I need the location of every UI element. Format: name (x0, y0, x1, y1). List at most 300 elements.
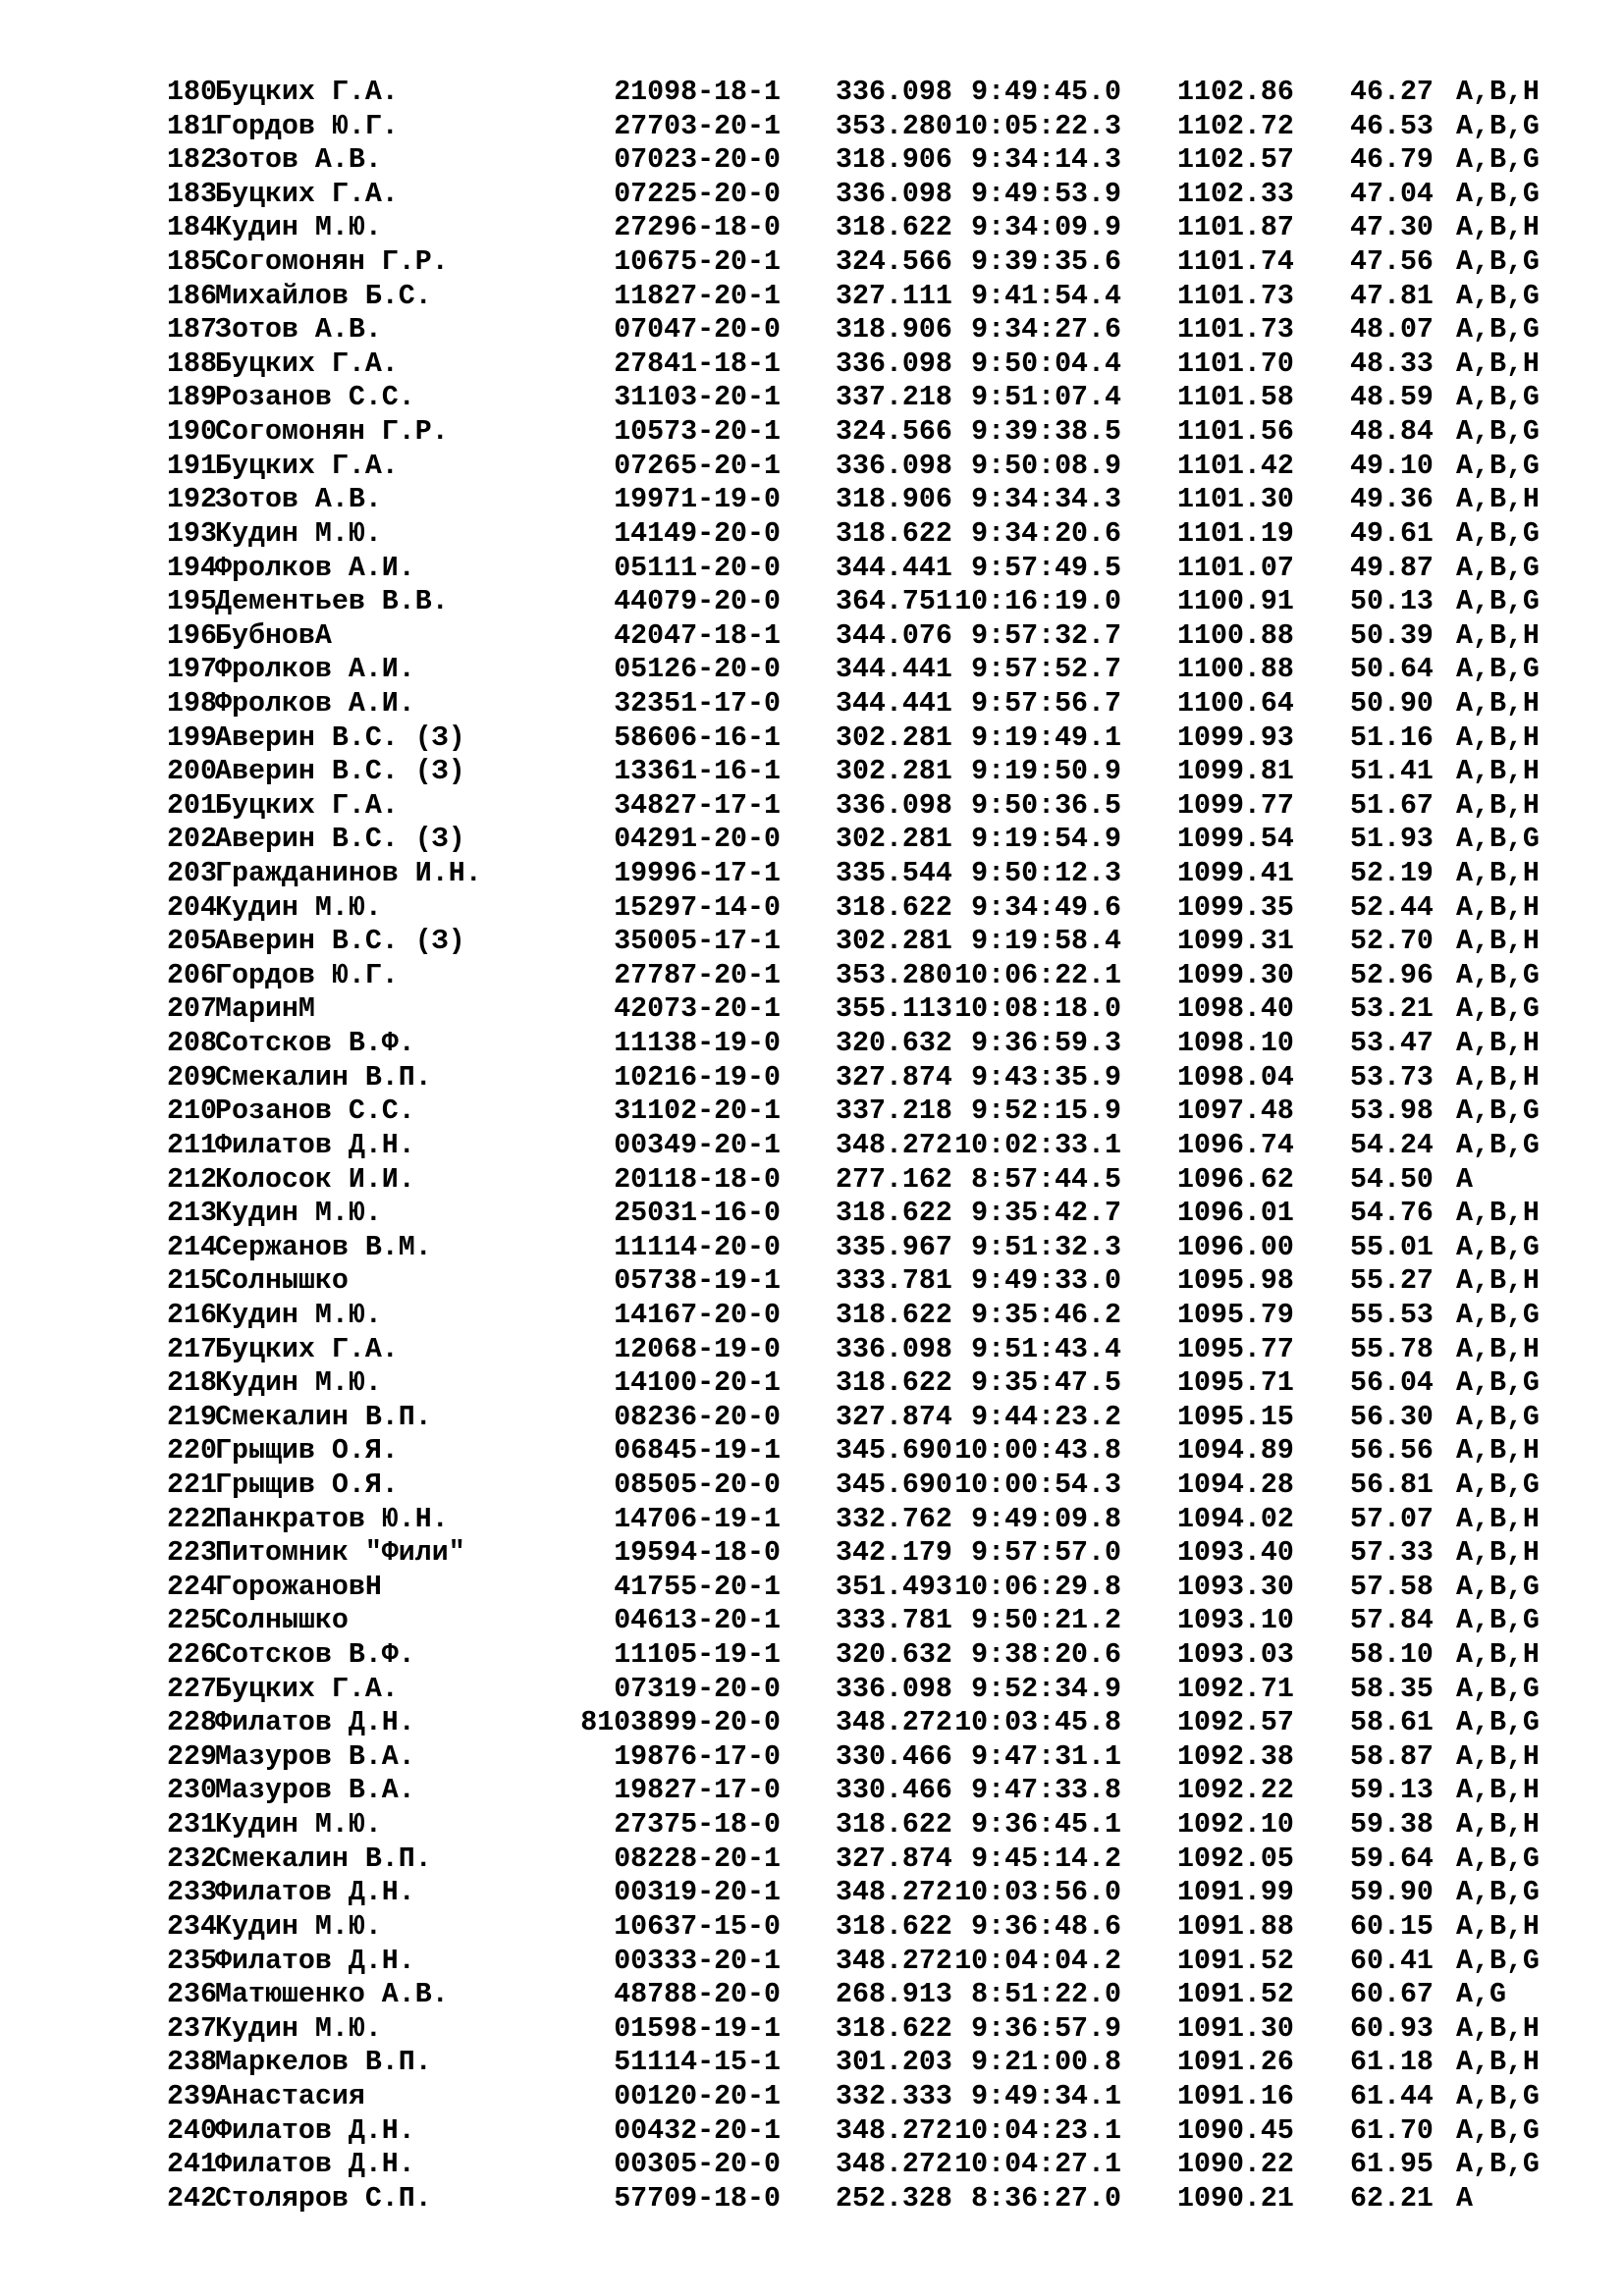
points: 46.79 (1350, 144, 1434, 177)
ring-number: 31103-20-1 (614, 382, 781, 414)
fancier-name: Буцких Г.А. (215, 77, 399, 108)
arrival-time: 9:34:27.6 (971, 314, 1121, 347)
result-row (0, 925, 1624, 959)
arrival-time: 9:51:43.4 (971, 1333, 1121, 1365)
points: 61.95 (1350, 2149, 1434, 2181)
distance: 348.272 (836, 2114, 952, 2147)
place-number: 220 (167, 1435, 217, 1468)
ring-number: 41755-20-1 (614, 1571, 781, 1603)
arrival-time: 9:34:09.9 (971, 212, 1121, 244)
points: 57.07 (1350, 1503, 1434, 1535)
result-row (0, 1129, 1624, 1163)
speed: 1094.02 (1177, 1503, 1294, 1535)
place-number: 211 (167, 1129, 217, 1161)
fancier-name: Питомник "Фили" (215, 1537, 465, 1570)
classes: A,B,G (1456, 110, 1540, 142)
place-number: 182 (167, 144, 217, 177)
distance: 336.098 (836, 1673, 952, 1705)
fancier-name: Филатов Д.Н. (215, 2149, 415, 2181)
speed: 1092.71 (1177, 1673, 1294, 1705)
fancier-name: Буцких Г.А. (215, 789, 399, 822)
fancier-name: Гордов Ю.Г. (215, 110, 399, 142)
speed: 1090.45 (1177, 2114, 1294, 2147)
speed: 1091.26 (1177, 2047, 1294, 2079)
classes: A,B,H (1456, 2047, 1540, 2079)
result-row (0, 2114, 1624, 2149)
classes: A,B,H (1456, 1775, 1540, 1807)
fancier-name: Буцких Г.А. (215, 347, 399, 380)
classes: A,B,H (1456, 2012, 1540, 2045)
fancier-name: Кудин М.Ю. (215, 1809, 382, 1842)
arrival-time: 9:36:45.1 (971, 1809, 1121, 1842)
speed: 1092.10 (1177, 1809, 1294, 1842)
speed: 1101.07 (1177, 552, 1294, 584)
place-number: 217 (167, 1333, 217, 1365)
place-number: 219 (167, 1401, 217, 1433)
points: 47.56 (1350, 246, 1434, 279)
place-number: 229 (167, 1740, 217, 1773)
place-number: 196 (167, 619, 217, 652)
result-row (0, 110, 1624, 144)
speed: 1091.30 (1177, 2012, 1294, 2045)
speed: 1101.56 (1177, 416, 1294, 449)
arrival-time: 10:04:23.1 (954, 2114, 1121, 2147)
points: 48.84 (1350, 416, 1434, 449)
result-row (0, 1366, 1624, 1401)
place-number: 200 (167, 756, 217, 788)
fancier-name: Зотов А.В. (215, 314, 382, 347)
distance: 351.493 (836, 1571, 952, 1603)
results-table (0, 76, 1624, 2216)
fancier-name: Филатов Д.Н. (215, 1877, 415, 1909)
result-row (0, 1434, 1624, 1468)
fancier-name: Дементьев В.В. (215, 586, 449, 618)
result-row (0, 653, 1624, 687)
result-row (0, 1197, 1624, 1231)
fancier-name: Буцких Г.А. (215, 1333, 399, 1365)
arrival-time: 9:36:59.3 (971, 1028, 1121, 1060)
points: 51.67 (1350, 789, 1434, 822)
points: 50.39 (1350, 619, 1434, 652)
arrival-time: 10:03:45.8 (954, 1707, 1121, 1739)
classes: A,B,H (1456, 1537, 1540, 1570)
ring-number: 07225-20-0 (614, 178, 781, 210)
place-number: 218 (167, 1367, 217, 1400)
result-row (0, 76, 1624, 110)
fancier-name: Мазуров В.А. (215, 1775, 415, 1807)
result-row (0, 1299, 1624, 1333)
distance: 318.622 (836, 1809, 952, 1842)
arrival-time: 9:49:34.1 (971, 2080, 1121, 2112)
result-row (0, 2046, 1624, 2080)
speed: 1096.62 (1177, 1163, 1294, 1196)
points: 61.70 (1350, 2114, 1434, 2147)
distance: 335.544 (836, 858, 952, 890)
distance: 332.762 (836, 1503, 952, 1535)
arrival-time: 9:47:33.8 (971, 1775, 1121, 1807)
fancier-name: Зотов А.В. (215, 144, 382, 177)
place-number: 225 (167, 1605, 217, 1637)
speed: 1101.73 (1177, 314, 1294, 347)
points: 47.30 (1350, 212, 1434, 244)
fancier-name: Грыщив О.Я. (215, 1435, 399, 1468)
points: 61.18 (1350, 2047, 1434, 2079)
result-row (0, 1808, 1624, 1842)
fancier-name: Михайлов Б.С. (215, 280, 432, 312)
place-number: 235 (167, 1945, 217, 1977)
fancier-name: Розанов С.С. (215, 382, 415, 414)
fancier-name: Аверин В.С. (З) (215, 926, 465, 958)
result-row (0, 1978, 1624, 2012)
result-row (0, 313, 1624, 347)
result-row (0, 1910, 1624, 1945)
classes: A,B,G (1456, 280, 1540, 312)
distance: 302.281 (836, 721, 952, 754)
ring-number: 08236-20-0 (614, 1401, 781, 1433)
classes: A (1456, 2182, 1473, 2215)
classes: A,B,G (1456, 144, 1540, 177)
points: 51.93 (1350, 824, 1434, 856)
arrival-time: 9:57:52.7 (971, 654, 1121, 686)
arrival-time: 9:50:08.9 (971, 450, 1121, 482)
result-row (0, 1468, 1624, 1503)
ring-number: 00333-20-1 (614, 1945, 781, 1977)
arrival-time: 10:00:43.8 (954, 1435, 1121, 1468)
ring-number: 11827-20-1 (614, 280, 781, 312)
fancier-name: Колосок И.И. (215, 1163, 415, 1196)
speed: 1091.52 (1177, 1945, 1294, 1977)
place-number: 198 (167, 687, 217, 720)
points: 50.90 (1350, 687, 1434, 720)
points: 56.30 (1350, 1401, 1434, 1433)
points: 53.73 (1350, 1061, 1434, 1094)
points: 52.96 (1350, 959, 1434, 991)
result-row (0, 1333, 1624, 1367)
classes: A,B,G (1456, 246, 1540, 279)
distance: 318.906 (836, 484, 952, 516)
fancier-name: Кудин М.Ю. (215, 1367, 382, 1400)
speed: 1098.04 (1177, 1061, 1294, 1094)
ring-number: 27841-18-1 (614, 347, 781, 380)
fancier-name: Солнышко (215, 1605, 349, 1637)
ring-number: 14149-20-0 (614, 517, 781, 550)
arrival-time: 9:44:23.2 (971, 1401, 1121, 1433)
classes: A,B,G (1456, 416, 1540, 449)
ring-number: 19827-17-0 (614, 1775, 781, 1807)
classes: A,B,G (1456, 2080, 1540, 2112)
points: 56.04 (1350, 1367, 1434, 1400)
place-number: 233 (167, 1877, 217, 1909)
place-number: 224 (167, 1571, 217, 1603)
classes: A,B,G (1456, 1707, 1540, 1739)
ring-number: 04613-20-1 (614, 1605, 781, 1637)
place-number: 207 (167, 993, 217, 1026)
place-number: 181 (167, 110, 217, 142)
arrival-time: 9:35:47.5 (971, 1367, 1121, 1400)
points: 49.36 (1350, 484, 1434, 516)
place-number: 187 (167, 314, 217, 347)
fancier-name: Кудин М.Ю. (215, 891, 382, 924)
points: 59.90 (1350, 1877, 1434, 1909)
distance: 342.179 (836, 1537, 952, 1570)
fancier-name: МаринМ (215, 993, 315, 1026)
ring-number: 25031-16-0 (614, 1198, 781, 1230)
speed: 1096.01 (1177, 1198, 1294, 1230)
speed: 1091.16 (1177, 2080, 1294, 2112)
points: 56.81 (1350, 1468, 1434, 1501)
fancier-name: Согомонян Г.Р. (215, 416, 449, 449)
result-row (0, 1231, 1624, 1265)
distance: 345.690 (836, 1435, 952, 1468)
fancier-name: Смекалин В.П. (215, 1842, 432, 1875)
speed: 1101.19 (1177, 517, 1294, 550)
fancier-name: Маркелов В.П. (215, 2047, 432, 2079)
fancier-name: Анастасия (215, 2080, 365, 2112)
distance: 344.441 (836, 687, 952, 720)
classes: A,B,G (1456, 1945, 1540, 1977)
points: 55.78 (1350, 1333, 1434, 1365)
arrival-time: 10:08:18.0 (954, 993, 1121, 1026)
speed: 1099.54 (1177, 824, 1294, 856)
place-number: 201 (167, 789, 217, 822)
speed: 1100.64 (1177, 687, 1294, 720)
distance: 335.967 (836, 1231, 952, 1263)
arrival-time: 9:47:31.1 (971, 1740, 1121, 1773)
ring-number: 14100-20-1 (614, 1367, 781, 1400)
speed: 1101.58 (1177, 382, 1294, 414)
points: 54.76 (1350, 1198, 1434, 1230)
place-number: 185 (167, 246, 217, 279)
classes: A,B,G (1456, 1605, 1540, 1637)
points: 53.47 (1350, 1028, 1434, 1060)
points: 50.13 (1350, 586, 1434, 618)
points: 54.50 (1350, 1163, 1434, 1196)
speed: 1090.21 (1177, 2182, 1294, 2215)
place-number: 206 (167, 959, 217, 991)
classes: A,B,G (1456, 2149, 1540, 2181)
distance: 320.632 (836, 1639, 952, 1672)
arrival-time: 9:21:00.8 (971, 2047, 1121, 2079)
points: 58.35 (1350, 1673, 1434, 1705)
fancier-name: Гражданинов И.Н. (215, 858, 482, 890)
fancier-name: Филатов Д.Н. (215, 1707, 415, 1739)
arrival-time: 9:52:34.9 (971, 1673, 1121, 1705)
result-row (0, 959, 1624, 993)
arrival-time: 9:51:07.4 (971, 382, 1121, 414)
place-number: 216 (167, 1299, 217, 1331)
place-number: 208 (167, 1028, 217, 1060)
classes: A,B,G (1456, 1095, 1540, 1128)
classes: A,B,G (1456, 517, 1540, 550)
distance: 348.272 (836, 1945, 952, 1977)
place-number: 190 (167, 416, 217, 449)
classes: A,B,G (1456, 1842, 1540, 1875)
fancier-name: Фролков А.И. (215, 654, 415, 686)
distance: 336.098 (836, 1333, 952, 1365)
points: 57.33 (1350, 1537, 1434, 1570)
arrival-time: 10:03:56.0 (954, 1877, 1121, 1909)
arrival-time: 9:34:34.3 (971, 484, 1121, 516)
arrival-time: 9:50:21.2 (971, 1605, 1121, 1637)
classes: A,B,H (1456, 1503, 1540, 1535)
points: 52.19 (1350, 858, 1434, 890)
fancier-name: Аверин В.С. (З) (215, 824, 465, 856)
fancier-name: Филатов Д.Н. (215, 1945, 415, 1977)
arrival-time: 10:02:33.1 (954, 1129, 1121, 1161)
classes: A,B,H (1456, 1740, 1540, 1773)
arrival-time: 9:49:09.8 (971, 1503, 1121, 1535)
ring-number: 10573-20-1 (614, 416, 781, 449)
speed: 1101.74 (1177, 246, 1294, 279)
points: 60.41 (1350, 1945, 1434, 1977)
fancier-name: Кудин М.Ю. (215, 1198, 382, 1230)
distance: 318.622 (836, 1367, 952, 1400)
fancier-name: Филатов Д.Н. (215, 2114, 415, 2147)
ring-number: 21098-18-1 (614, 77, 781, 108)
distance: 336.098 (836, 178, 952, 210)
speed: 1090.22 (1177, 2149, 1294, 2181)
result-row (0, 1740, 1624, 1775)
ring-number: 11138-19-0 (614, 1028, 781, 1060)
result-row (0, 1095, 1624, 1129)
distance: 330.466 (836, 1740, 952, 1773)
points: 51.41 (1350, 756, 1434, 788)
arrival-time: 9:49:53.9 (971, 178, 1121, 210)
distance: 348.272 (836, 1129, 952, 1161)
distance: 337.218 (836, 1095, 952, 1128)
fancier-name: Фролков А.И. (215, 687, 415, 720)
points: 46.27 (1350, 77, 1434, 108)
speed: 1100.91 (1177, 586, 1294, 618)
arrival-time: 9:57:56.7 (971, 687, 1121, 720)
speed: 1093.03 (1177, 1639, 1294, 1672)
result-row (0, 687, 1624, 721)
distance: 318.622 (836, 517, 952, 550)
ring-number: 57709-18-0 (614, 2182, 781, 2215)
ring-number: 19971-19-0 (614, 484, 781, 516)
speed: 1096.74 (1177, 1129, 1294, 1161)
classes: A,B,G (1456, 654, 1540, 686)
result-row (0, 721, 1624, 756)
points: 55.27 (1350, 1265, 1434, 1298)
points: 52.70 (1350, 926, 1434, 958)
speed: 1101.70 (1177, 347, 1294, 380)
ring-number: 8103899-20-0 (580, 1707, 781, 1739)
place-number: 232 (167, 1842, 217, 1875)
speed: 1100.88 (1177, 654, 1294, 686)
arrival-time: 9:50:36.5 (971, 789, 1121, 822)
distance: 348.272 (836, 2149, 952, 2181)
arrival-time: 9:50:04.4 (971, 347, 1121, 380)
ring-number: 15297-14-0 (614, 891, 781, 924)
fancier-name: Кудин М.Ю. (215, 212, 382, 244)
fancier-name: Сотсков В.Ф. (215, 1028, 415, 1060)
result-row (0, 2080, 1624, 2114)
speed: 1101.87 (1177, 212, 1294, 244)
result-row (0, 211, 1624, 245)
distance: 336.098 (836, 450, 952, 482)
arrival-time: 8:51:22.0 (971, 1979, 1121, 2011)
speed: 1095.71 (1177, 1367, 1294, 1400)
speed: 1091.52 (1177, 1979, 1294, 2011)
distance: 252.328 (836, 2182, 952, 2215)
classes: A,B,G (1456, 824, 1540, 856)
result-row (0, 789, 1624, 824)
points: 47.04 (1350, 178, 1434, 210)
place-number: 183 (167, 178, 217, 210)
speed: 1102.86 (1177, 77, 1294, 108)
arrival-time: 8:36:27.0 (971, 2182, 1121, 2215)
distance: 327.874 (836, 1842, 952, 1875)
points: 48.59 (1350, 382, 1434, 414)
place-number: 184 (167, 212, 217, 244)
classes: A,B,G (1456, 178, 1540, 210)
result-row (0, 245, 1624, 280)
speed: 1100.88 (1177, 619, 1294, 652)
fancier-name: Столяров С.П. (215, 2182, 432, 2215)
arrival-time: 9:34:20.6 (971, 517, 1121, 550)
arrival-time: 9:45:14.2 (971, 1842, 1121, 1875)
speed: 1094.28 (1177, 1468, 1294, 1501)
place-number: 234 (167, 1910, 217, 1943)
ring-number: 51114-15-1 (614, 2047, 781, 2079)
arrival-time: 10:05:22.3 (954, 110, 1121, 142)
arrival-time: 9:57:32.7 (971, 619, 1121, 652)
ring-number: 58606-16-1 (614, 721, 781, 754)
speed: 1092.57 (1177, 1707, 1294, 1739)
place-number: 203 (167, 858, 217, 890)
classes: A,B,G (1456, 1299, 1540, 1331)
ring-number: 05738-19-1 (614, 1265, 781, 1298)
ring-number: 07047-20-0 (614, 314, 781, 347)
result-row (0, 1571, 1624, 1605)
speed: 1093.10 (1177, 1605, 1294, 1637)
distance: 318.906 (836, 144, 952, 177)
points: 51.16 (1350, 721, 1434, 754)
ring-number: 08505-20-0 (614, 1468, 781, 1501)
points: 58.87 (1350, 1740, 1434, 1773)
arrival-time: 9:35:46.2 (971, 1299, 1121, 1331)
result-row (0, 2182, 1624, 2216)
speed: 1098.10 (1177, 1028, 1294, 1060)
fancier-name: Буцких Г.А. (215, 450, 399, 482)
ring-number: 34827-17-1 (614, 789, 781, 822)
result-row (0, 1774, 1624, 1808)
speed: 1091.99 (1177, 1877, 1294, 1909)
distance: 344.441 (836, 654, 952, 686)
distance: 344.076 (836, 619, 952, 652)
arrival-time: 9:57:57.0 (971, 1537, 1121, 1570)
distance: 348.272 (836, 1707, 952, 1739)
speed: 1099.41 (1177, 858, 1294, 890)
distance: 324.566 (836, 246, 952, 279)
arrival-time: 9:39:35.6 (971, 246, 1121, 279)
ring-number: 27375-18-0 (614, 1809, 781, 1842)
arrival-time: 10:06:22.1 (954, 959, 1121, 991)
distance: 333.781 (836, 1265, 952, 1298)
classes: A,B,G (1456, 1401, 1540, 1433)
place-number: 231 (167, 1809, 217, 1842)
classes: A,B,H (1456, 756, 1540, 788)
fancier-name: Филатов Д.Н. (215, 1129, 415, 1161)
place-number: 230 (167, 1775, 217, 1807)
points: 59.64 (1350, 1842, 1434, 1875)
classes: A,B,H (1456, 687, 1540, 720)
fancier-name: Смекалин В.П. (215, 1061, 432, 1094)
result-row (0, 2148, 1624, 2182)
classes: A,B,G (1456, 1367, 1540, 1400)
ring-number: 05111-20-0 (614, 552, 781, 584)
